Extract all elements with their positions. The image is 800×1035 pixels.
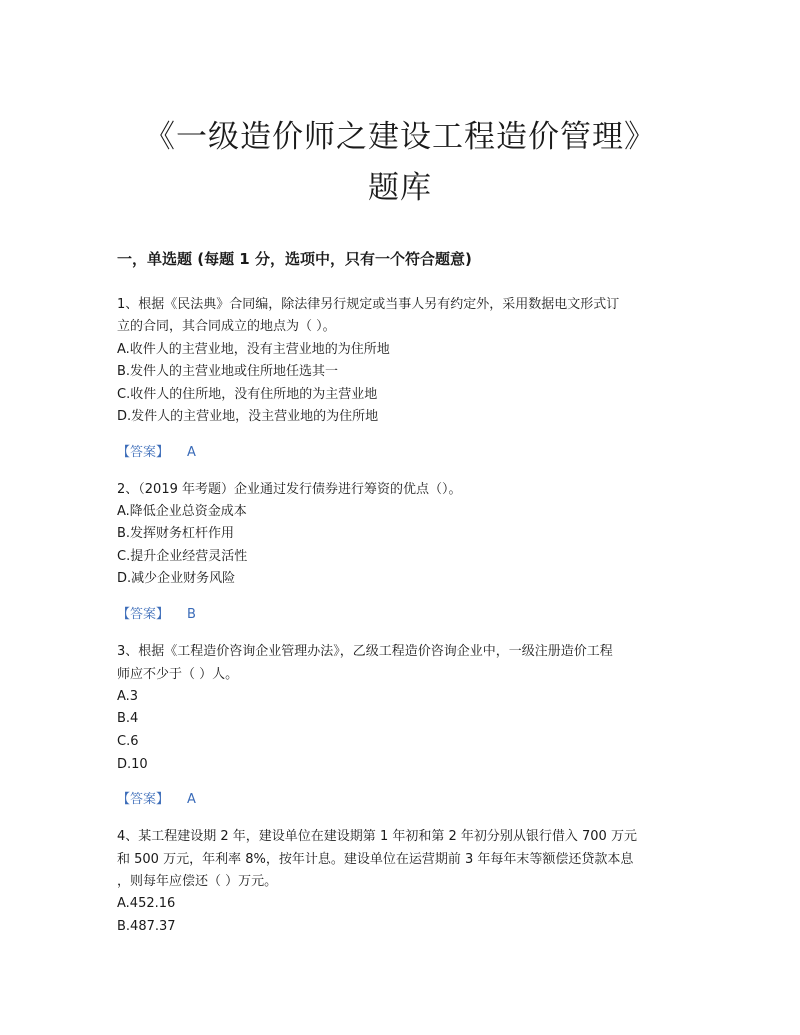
question-3-option-c: C.6 [117,734,139,749]
answer-label: 【答案】 [117,445,170,460]
question-1-stem-line-2: 立的合同，其合同成立的地点为（ ）。 [117,319,336,334]
question-3-stem-line-2: 师应不少于（ ）人。 [117,667,239,682]
document-title: 《一级造价师之建设工程造价管理》 [144,119,656,155]
answer-label: 【答案】 [117,607,170,622]
question-3-answer [117,792,196,808]
question-4-stem-line-3: ，则每年应偿还（ ）万元。 [117,874,278,889]
question-1-answer [117,445,196,461]
question-4-option-a: A.452.16 [117,896,176,911]
question-2-option-d: D.减少企业财务风险 [117,571,236,586]
question-1-option-a: A.收件人的主营业地，没有主营业地的为住所地 [117,342,390,357]
document-subtitle: 题库 [368,170,432,206]
question-2-option-c: C.提升企业经营灵活性 [117,549,248,564]
question-3-option-b: B.4 [117,711,139,726]
answer-value: A [187,792,196,807]
question-3-option-d: D.10 [117,757,148,772]
question-1-option-b: B.发件人的主营业地或住所地任选其一 [117,364,339,379]
question-3-stem-line-1: 3、根据《工程造价咨询企业管理办法》，乙级工程造价咨询企业中，一级注册造价工程 [117,644,613,659]
question-1-option-d: D.发件人的主营业地，没主营业地的为住所地 [117,409,379,424]
question-4-stem-line-1: 4、某工程建设期 2 年，建设单位在建设期第 1 年初和第 2 年初分别从银行借入 700 万元 [117,829,637,844]
question-2-option-b: B.发挥财务杠杆作用 [117,526,235,541]
question-2-option-a: A.降低企业总资金成本 [117,504,247,519]
question-3-option-a: A.3 [117,689,139,704]
question-2-stem-line-1: 2、（2019 年考题）企业通过发行债券进行筹资的优点（）。 [117,482,462,497]
answer-value: B [187,607,196,622]
section-heading: 一，单选题 (每题 1 分，选项中，只有一个符合题意) [117,250,472,268]
question-1-stem-line-1: 1、根据《民法典》合同编，除法律另行规定或当事人另有约定外，采用数据电文形式订 [117,297,620,312]
answer-value: A [187,445,196,460]
question-1-option-c: C.收件人的住所地，没有住所地的为主营业地 [117,387,378,402]
answer-label: 【答案】 [117,792,170,807]
question-4-option-b: B.487.37 [117,919,176,934]
question-4-stem-line-2: 和 500 万元，年利率 8%，按年计息。建设单位在运营期前 3 年每年末等额偿还贷款本息 [117,852,634,867]
question-2-answer [117,607,196,623]
